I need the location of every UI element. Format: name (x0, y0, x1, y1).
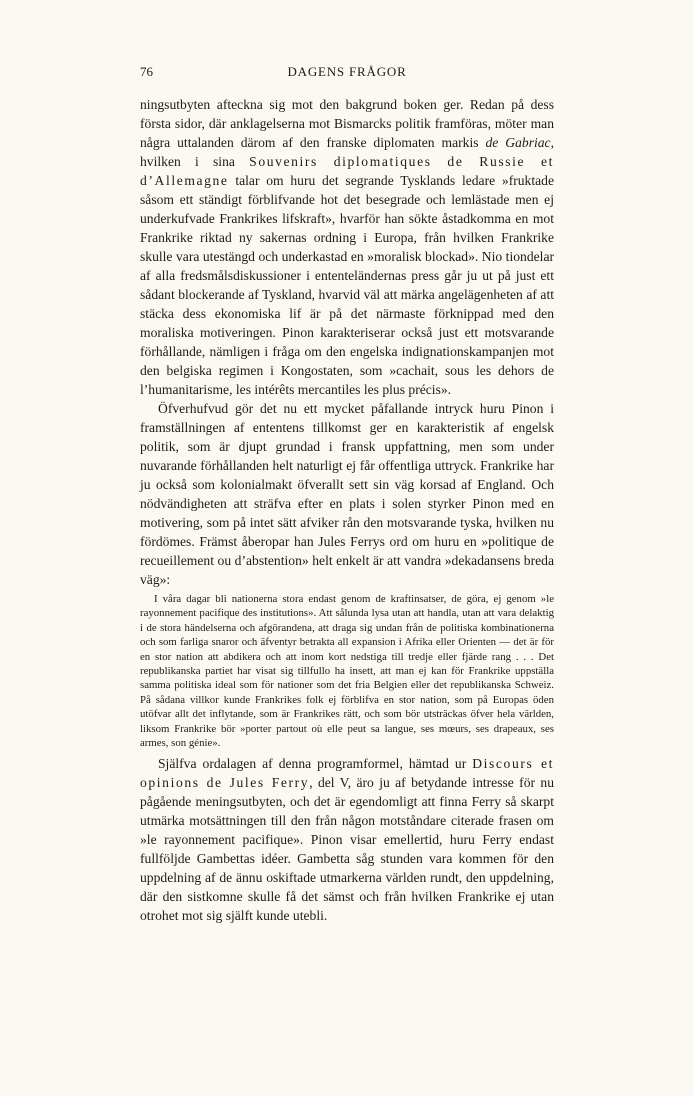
running-title: DAGENS FRÅGOR (287, 64, 407, 79)
paragraph-1-text-e: talar om huru det segrande Tysklands ledare »fruktade såsom ett ständigt förblifvande hot det besegrade och lemlästade men ej underkufvade Frankrikes lifskraft», hvarför han sökte åstadkomma en mot Frankrike riktad ny sakernas ordning i Europa, från hvilken Frankrike skulle vara utestängd och underkastad en »moralisk blockad». Nio tiondelar af alla fredsmålsdiskussioner i ententeländernas press går ju ut på just ett sådant blockerande af Tyskland, hvarvid väl att märka angelägenheten af att stäcka dess ekonomiska lif är på det närmaste förknippad med den moraliska motiveringen. Pinon karakteriserar också just ett motsvarande förhållande, nämligen i fråga om den engelska indignationskampanjen mot den belgiska regimen i Kongostaten, som »cachait, sous les dehors de l’humanitarisme, les intérêts mercantiles les plus précis». (140, 173, 554, 397)
paragraph-1-spaced-title: Souvenirs diplomatiques de Russie et d’Allemagne (140, 154, 554, 188)
paragraph-3-text-a: Själfva ordalagen af denna programformel, hämtad ur (158, 756, 473, 772)
paragraph-2: Öfverhufvud gör det nu ett mycket påfallande intryck huru Pinon i framställningen af ententens tillkomst ger en karakteristik af engelsk politik, som är djupt grundad i fransk uppfattning, men som under nuvarande förhållanden helt naturligt ej får offentliga uttryck. Frankrike har ju också som kolonialmakt öfverallt sett sin väg korsad af England. Och nödvändigheten att sträfva efter en plats i solen styrker Pinon med en motivering, som på intet sätt afviker rån den motsvarande tyska, hvilken nu fördömes. Främst åberopar han Jules Ferrys ord om huru en »politique de recueillement ou d’abstention» helt enkelt är att vandra »dekadansens breda väg»: (140, 401, 554, 587)
paragraph-3-text-c: , del V, äro ju af betydande intresse för nu pågående meningsutbyten, och det är egendomligt att finna Ferry så skarpt utmärka motsättningen till den från någon motståndare citerade frasen om »le rayonnement pacifique». Pinon visar emellertid, huru Ferry endast fullföljde Gambettas idéer. Gambetta såg stunden vara kommen för den uppdelning af de ännu oskiftade utmarkerna världen rundt, den uppdelning, där den sistkomne skulle få det sämst och från hvilken Frankrike ej utan otrohet mot sig själft kunde utebli. (140, 775, 554, 924)
paragraph-1-italic-name: de Gabriac (485, 135, 551, 150)
page-header (0, 64, 694, 86)
paragraph-1-text-c: , hvilken i sina (140, 135, 554, 169)
paragraph-3-spaced-title: Discours et opinions de Jules Ferry (140, 756, 554, 791)
block-quote: I våra dagar bli nationerna stora endast genom de kraftinsatser, de göra, ej genom »le rayonnement pacifique des institutions». Att sålunda lysa utan att handla, utan att vara delaktig i de stora händelserna och afgörandena, att draga sig undan från de politiska kombinationerna och som farliga snaror och äfventyr betrakta all expansion i Afrika eller Orienten — det är för en stor nation att abdikera och att inom kort nedstiga till tredje eller fjärde rang . . . Det republikanska partiet har visat sig tillfullo ha insett, att man ej kan för Frankrike uppställa samma politiska ideal som för nationer som det fria Belgien eller det republikanska Schweiz. På sådana villkor kunde Frankrikes folk ej förblifva en stor nation, som på Europas öden utöfvar allt det inflytande, som är Frankrikes rätt, och som bör utsträckas öfver hela världen, liksom Frankrike bör »porter partout où elle peut sa langue, ses mœurs, ses drapeaux, ses armes, son génie». (140, 593, 554, 750)
paragraph-1-text-a: ningsutbyten afteckna sig mot den bakgrund boken ger. Redan på dess första sidor, där anklagelserna mot Bismarcks politik framföras, möter man några uttalanden därom af den franske diplomaten markis (140, 97, 554, 150)
page-number: 76 (140, 64, 153, 79)
paragraph-3 (140, 754, 554, 925)
paragraph-1 (140, 95, 554, 399)
body-text (140, 95, 554, 925)
